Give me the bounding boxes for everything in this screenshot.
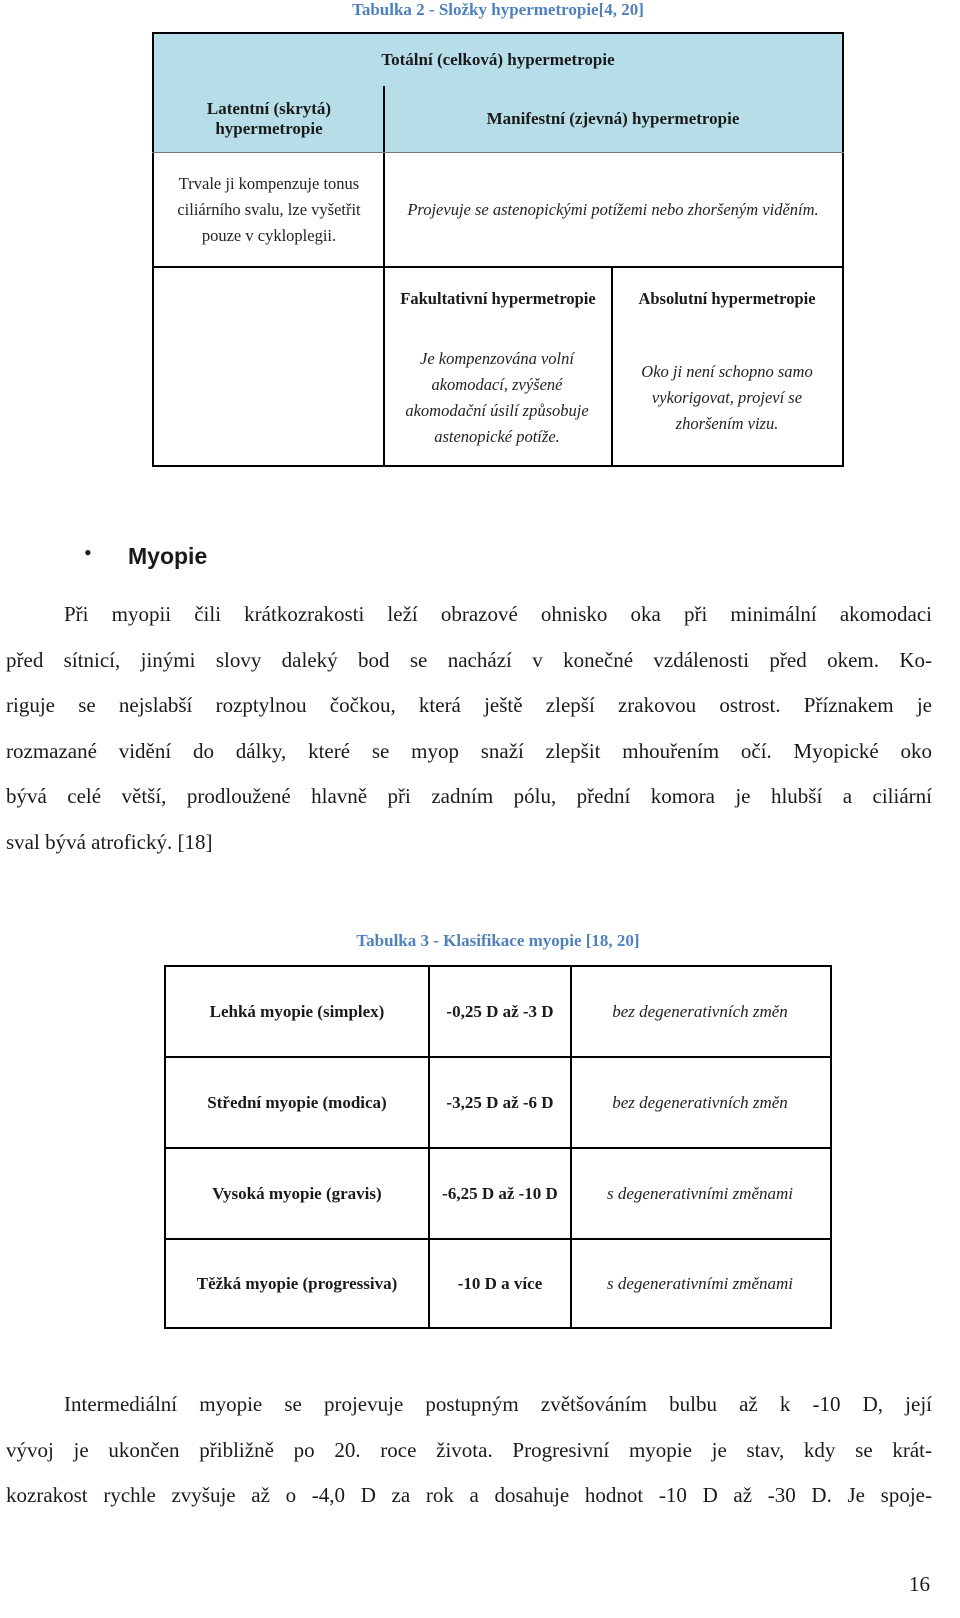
page-number: 16 (909, 1572, 930, 1596)
table2-total-header: Totální (celková) hypermetropie (154, 34, 842, 86)
table2-border-bottom (152, 465, 844, 467)
latent-desc-text: Trvale ji kompenzuje tonus ciliárního svalu, lze vyšetřit pouze v cykloplegii. (177, 174, 361, 245)
paragraph-line: rozmazané vidění do dálky, které se myop snaží zlepšit mhouřením očí. Myopické oko (6, 738, 932, 763)
table2-divider-h2 (383, 266, 844, 268)
table2-border-left (152, 32, 154, 467)
table3-row1-range: -0,25 D až -3 D (446, 1002, 554, 1021)
paragraph-line: vývoj je ukončen přibližně po 20. roce života. Progresivní myopie je stav, kdy se krát- (6, 1437, 932, 1462)
table3-divider-h2 (164, 1147, 832, 1149)
paragraph-line: sval bývá atrofický. [18] (6, 829, 213, 854)
table3-border-top (164, 965, 832, 967)
bullet: • (84, 540, 92, 565)
table2-facultative-desc: Je kompenzována volní akomodací, zvýšené akomodační úsilí způsobuje astenopické potíže. (405, 349, 589, 446)
table2-divider-v1 (383, 86, 385, 467)
paragraph-line: kozrakost rychle zvyšuje až o -4,0 D za rok a dosahuje hodnot -10 D až -30 D. Je spoje- (6, 1483, 932, 1507)
paragraph-line: riguje se nejslabší rozptylnou čočkou, která ještě zlepší zrakovou ostrost. Příznakem je (6, 693, 932, 717)
table3-row4-range: -10 D a více (457, 1274, 543, 1293)
table2-divider-v2 (611, 267, 613, 467)
table2-divider-h3 (152, 152, 844, 153)
table2-border-top (152, 32, 844, 34)
table3-row3-name: Vysoká myopie (gravis) (212, 1184, 382, 1203)
table2-caption: Tabulka 2 - Složky hypermetropie[4, 20] (352, 0, 644, 19)
table2-manifest-desc: Projevuje se astenopickými potížemi nebo zhoršeným viděním. (407, 200, 819, 219)
table3-divider-h3 (164, 1238, 832, 1240)
section-heading: Myopie (128, 543, 208, 569)
table3-row4-name: Těžká myopie (progressiva) (196, 1274, 398, 1293)
table3-caption: Tabulka 3 - Klasifikace myopie [18, 20] (356, 931, 640, 950)
table3-row2-range: -3,25 D až -6 D (446, 1093, 554, 1112)
table3-row3-range: -6,25 D až -10 D (442, 1184, 558, 1203)
paragraph-2 (6, 1382, 932, 1519)
table3-border-bottom (164, 1327, 832, 1329)
table2-divider-h1 (152, 266, 385, 268)
paragraph-1 (6, 592, 932, 865)
table3-divider-h1 (164, 1056, 832, 1058)
paragraph-line: před sítnicí, jinými slovy daleký bod se nachází v konečné vzdálenosti před okem. Ko- (6, 647, 932, 672)
table3-row2-note: bez degenerativních změn (612, 1093, 788, 1112)
table3-row1-name: Lehká myopie (simplex) (209, 1002, 385, 1021)
table2-manifest-header: Manifestní (zjevná) hypermetropie (384, 86, 842, 152)
table2-latent-header: Latentní (skrytá) hypermetropie (154, 86, 384, 152)
table2-absolute-desc: Oko ji není schopno samo vykorigovat, projeví se zhoršením vizu. (641, 362, 813, 433)
table3-row3-note: s degenerativními změnami (606, 1184, 794, 1203)
table3-row2-name: Střední myopie (modica) (207, 1093, 387, 1112)
paragraph-line: Intermediální myopie se projevuje postupným zvětšováním bulbu až k -10 D, její (64, 1392, 932, 1416)
table2-absolute-header: Absolutní hypermetropie (638, 289, 816, 308)
paragraph-line: Při myopii čili krátkozrakosti leží obrazové ohnisko oka při minimální akomodaci (64, 602, 932, 626)
table3-row4-note: s degenerativními změnami (606, 1274, 794, 1293)
table3-row1-note: bez degenerativních změn (612, 1002, 788, 1021)
table2-latent-desc (158, 154, 380, 266)
table2-border-right (842, 32, 844, 467)
paragraph-line: bývá celé větší, prodloužené hlavně při zadním pólu, přední komora je hlubší a ciliární (6, 784, 932, 808)
table2-facultative-header: Fakultativní hypermetropie (400, 289, 596, 308)
